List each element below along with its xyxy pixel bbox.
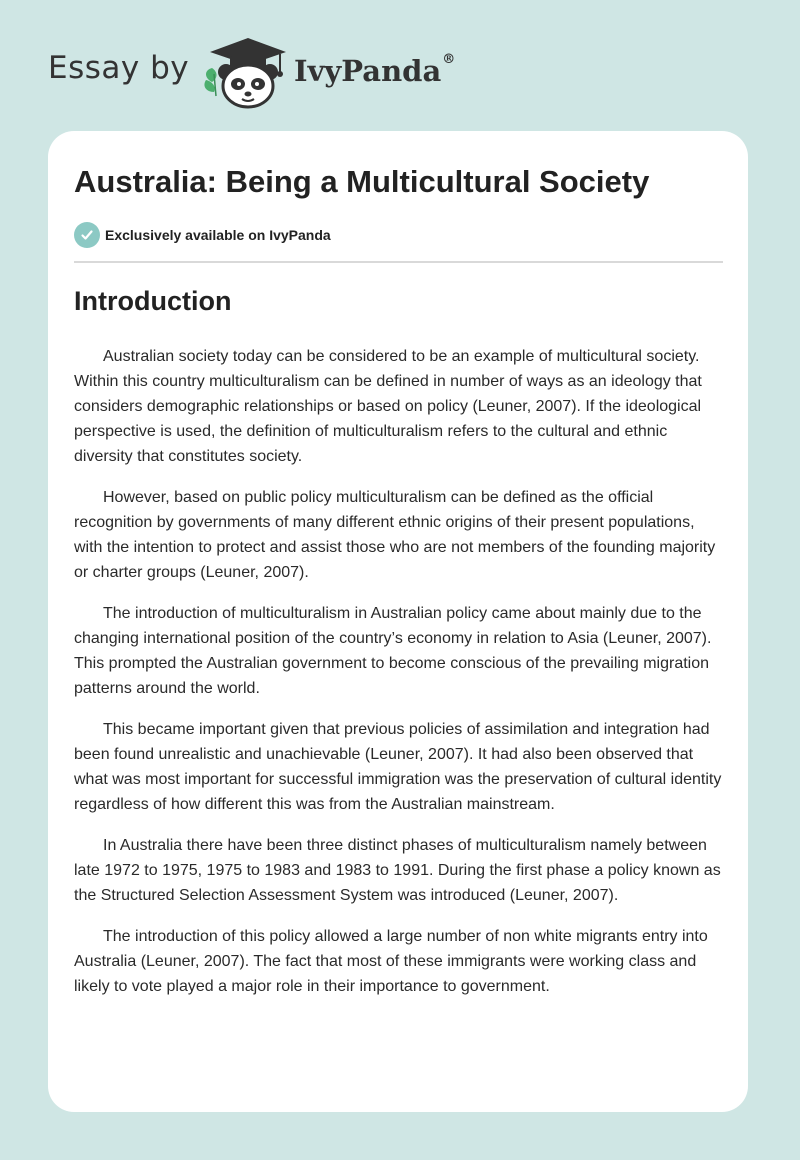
registered-mark: ® <box>442 52 456 67</box>
paragraph: The introduction of multiculturalism in Australian policy came about mainly due to the changing international position of the country’s economy in relation to Asia (Leuner, 2007). This prompted the Australian government to become conscious of the prevailing migration patterns around the world. <box>74 605 712 697</box>
exclusive-label: Exclusively available on IvyPanda <box>105 227 331 243</box>
paragraph: The introduction of this policy allowed a large number of non white migrants entry into Australia (Leuner, 2007). The fact that most of these immigrants were working class and likely to vote played a major role in their importance to government. <box>74 928 708 995</box>
paragraph: However, based on public policy multiculturalism can be defined as the official recognition by governments of many different ethnic origins of their present populations, with the intention to protect and assist those who are not members of the founding majority or charter groups (Leuner, 2007). <box>74 489 716 581</box>
paragraph: In Australia there have been three distinct phases of multiculturalism namely between late 1972 to 1975, 1975 to 1983 and 1983 to 1991. During the first phase a policy known as the Structured Selection Assessment System was introduced (Leuner, 2007). <box>74 837 721 904</box>
section-heading: Introduction <box>74 286 232 316</box>
page-title: Australia: Being a Multicultural Society <box>74 164 650 199</box>
article-body <box>74 344 726 1015</box>
exclusive-badge <box>74 222 331 248</box>
divider <box>74 261 723 263</box>
essay-card <box>48 131 748 1112</box>
paragraph: Australian society today can be considered to be an example of multicultural society. Within this country multiculturalism can be defined in number of ways as an ideology that considers demographic relationships or based on policy (Leuner, 2007). If the ideological perspective is used, the definition of multiculturalism refers to the cultural and ethnic diversity that constitutes society. <box>74 348 702 465</box>
essay-by-label: Essay by <box>48 50 190 86</box>
brand-name[interactable]: IvyPanda® <box>294 52 456 88</box>
paragraph: This became important given that previous policies of assimilation and integration had been found unrealistic and unachievable (Leuner, 2007). It had also been observed that what was most important for successful immigration was the preservation of cultural identity regardless of how different this was from the Australian mainstream. <box>74 721 722 813</box>
check-circle-icon <box>74 222 100 248</box>
site-header <box>48 34 488 114</box>
panda-graduate-icon[interactable] <box>202 34 294 110</box>
